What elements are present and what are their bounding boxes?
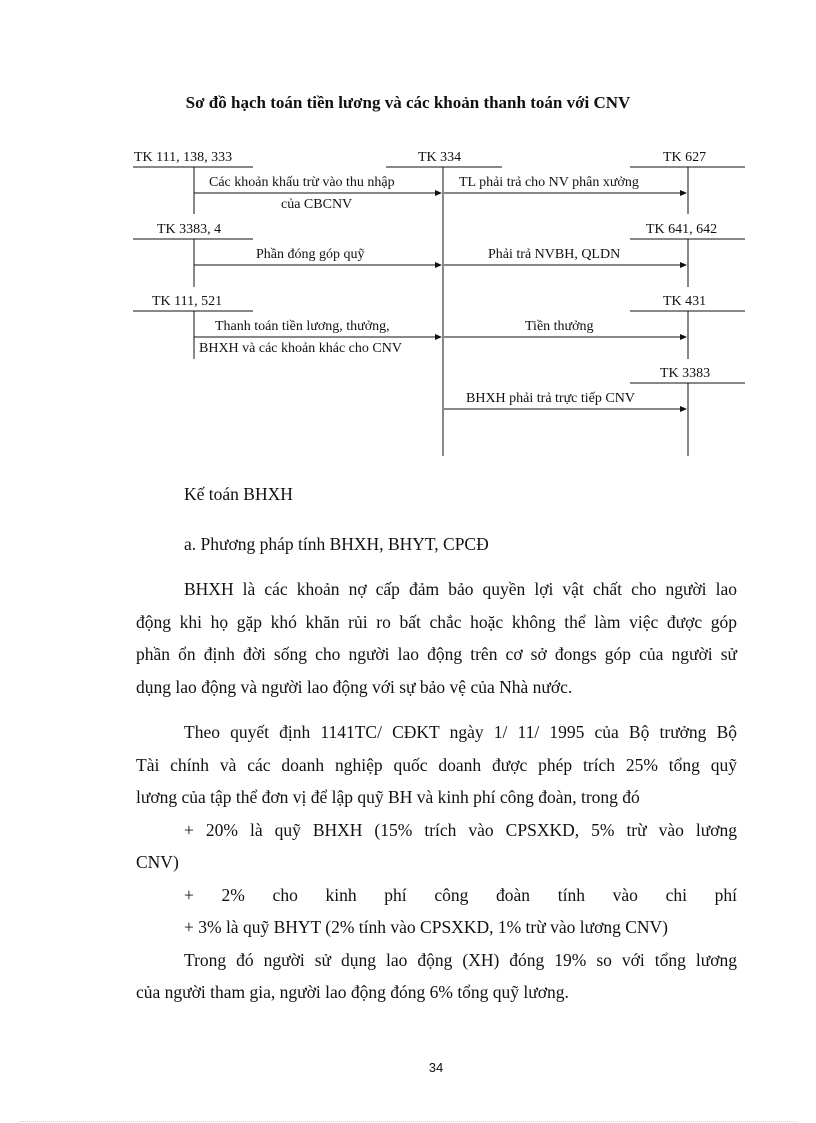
account-label-tk111: TK 111, 138, 333: [134, 150, 233, 165]
flow-label-deductions-2: của CBCNV: [281, 197, 353, 212]
account-label-tk3383: TK 3383: [660, 366, 711, 381]
account-label-tk431: TK 431: [663, 294, 707, 309]
arrow-head: [435, 190, 442, 196]
bullet-social-insurance-cont: CNV): [136, 852, 179, 872]
text-line: lương của tập thể đơn vị để lập quỹ BH và kinh phí công đoàn, trong đó: [136, 787, 640, 807]
text-line: Theo quyết định 1141TC/ CĐKT ngày 1/ 11/ 1995 của Bộ trưởng Bộ: [184, 722, 737, 742]
account-label-tk627: TK 627: [663, 150, 707, 165]
section-heading: Kế toán BHXH: [184, 484, 293, 504]
bullet-social-insurance: + 20% là quỹ BHXH (15% trích vào CPSXKD, 5% trừ vào lương: [184, 819, 737, 840]
account-label-tk3383-4: TK 3383, 4: [157, 222, 222, 237]
arrow-head: [435, 334, 442, 340]
flow-label-sales-admin: Phải trả NVBH, QLDN: [488, 247, 621, 262]
page-title: Sơ đồ hạch toán tiền lương và các khoản thanh toán với CNV: [185, 93, 631, 112]
section-subheading: a. Phương pháp tính BHXH, BHYT, CPCĐ: [184, 534, 489, 554]
flow-label-deductions: Các khoản khấu trừ vào thu nhập: [209, 175, 395, 190]
text-line: động khi họ gặp khó khăn rủi ro bất chắc hoặc không thể làm việc được góp: [136, 611, 737, 632]
flow-label-bonus: Tiền thưởng: [525, 319, 594, 334]
text-line: của người tham gia, người lao động đóng 6% tổng quỹ lương.: [136, 982, 569, 1002]
paragraph-regulation: [136, 716, 737, 1009]
arrow-head: [680, 262, 687, 268]
text-line: phần ổn định đời sống cho người lao động trên cơ sở đongs góp của người sử: [136, 644, 737, 664]
page-bottom-divider: [20, 1121, 796, 1122]
arrow-head: [680, 190, 687, 196]
flow-label-social-insurance: BHXH phải trả trực tiếp CNV: [466, 391, 635, 406]
account-label-tk334: TK 334: [418, 150, 462, 165]
flow-label-payment: Thanh toán tiền lương, thưởng,: [215, 319, 390, 334]
bullet-health-insurance: + 3% là quỹ BHYT (2% tính vào CPSXKD, 1% trừ vào lương CNV): [184, 917, 668, 937]
flow-label-fund: Phần đóng góp quỹ: [256, 247, 365, 262]
text-line: Trong đó người sử dụng lao động (XH) đóng 19% so với tổng lương: [184, 949, 737, 970]
paragraph-definition: [136, 573, 737, 703]
flow-label-wage-workshop: TL phải trả cho NV phân xưởng: [459, 175, 639, 190]
flow-label-payment-2: BHXH và các khoản khác cho CNV: [199, 341, 402, 356]
text-line: dụng lao động và người lao động với sự bảo vệ của Nhà nước.: [136, 676, 573, 697]
account-label-tk111-521: TK 111, 521: [152, 294, 223, 309]
text-line: Tài chính và các doanh nghiệp quốc doanh được phép trích 25% tổng quỹ: [136, 754, 737, 775]
arrow-head: [435, 262, 442, 268]
bullet-union-fee: + 2% cho kinh phí công đoàn tính vào chi phí: [184, 884, 737, 905]
arrow-head: [680, 406, 687, 412]
account-label-tk641: TK 641, 642: [646, 222, 718, 237]
text-line: BHXH là các khoản nợ cấp đảm bảo quyền lợi vật chất cho người lao: [184, 579, 737, 599]
page-number: 34: [428, 1060, 444, 1075]
arrow-head: [680, 334, 687, 340]
